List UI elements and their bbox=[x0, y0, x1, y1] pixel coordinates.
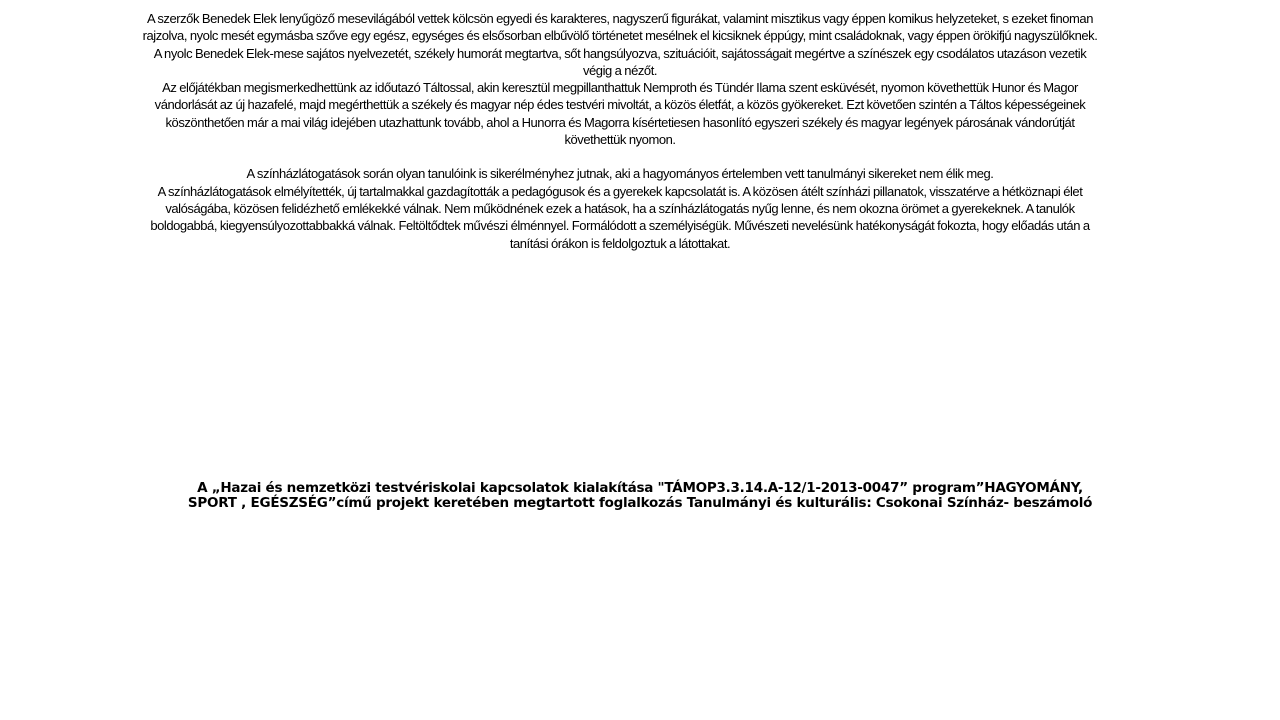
project-footer-title bbox=[140, 481, 1140, 511]
paragraph-intro: A szerzők Benedek Elek lenyűgöző mesevilágából vettek kölcsön egyedi és karakteres, nagyszerű figurákat, valamint misztikus vagy éppen komikus helyzeteket, s ezeket finoman rajzolva, nyolc mesét egymásba szőve egy egész, egységes és elsősorban elbűvölő történetet mesélnek el kicsiknek éppúgy, mint családoknak, vagy éppen örökifjú nagyszülőknek. bbox=[142, 11, 1098, 44]
paragraph-prelude: Az előjátékban megismerkedhettünk az időutazó Táltossal, akin keresztül megpillanthattuk Nemproth és Tündér Ilama szent esküvését, nyomon követhettük Hunor és Magor vándorlását az új hazafelé, majd megérthettük a székely és magyar nép édes testvéri mivoltát, a közös életfát, a közös gyökereket. Ezt követően szintén a Táltos képességeinek köszönthetően már a mai világ idejében utazhattunk tovább, ahol a Hunorra és Magorra kísértetiesen hasonlító egyszeri székely és magyar legények párosának vándorútját követhettük nyomon. bbox=[154, 80, 1086, 148]
footer-title-line-2: SPORT , EGÉSZSÉG”című projekt keretében megtartott foglalkozás Tanulmányi és kulturális: Csokonai Színház- beszámoló bbox=[187, 495, 1093, 511]
paragraph-success: A színházlátogatások során olyan tanulóink is sikerélményhez jutnak, aki a hagyományos értelemben vett tanulmányi sikereket nem élik meg. bbox=[246, 166, 994, 182]
paragraph-spacer bbox=[140, 148, 1100, 165]
report-body-text bbox=[140, 10, 1100, 252]
paragraph-relationships: A színházlátogatások elmélyítették, új tartalmakkal gazdagították a pedagógusok és a gyerekek kapcsolatát is. A közösen átélt színházi pillanatok, visszatérve a hétköznapi élet valóságába, közösen felidézhető emlékekké válnak. Nem működnének ezek a hatások, ha a színházlátogatás nyűg lenne, és nem okozna örömet a gyerekeknek. A tanulók boldogabbá, kiegyensúlyozottabbakká válnak. Feltöltődtek művészi élménnyel. Formálódott a személyiségük. Művészeti nevelésünk hatékonyságát fokozta, hogy előadás után a tanítási órákon is feldolgoztuk a látottakat. bbox=[150, 183, 1090, 251]
footer-title-line-1: A „Hazai és nemzetközi testvériskolai kapcsolatok kialakítása "TÁMOP3.3.14.A-12/1-2013-0047” program”HAGYOMÁNY, bbox=[197, 480, 1083, 496]
paragraph-language: A nyolc Benedek Elek-mese sajátos nyelvezetét, székely humorát megtartva, sőt hangsúlyozva, szituációit, sajátosságait megértve a színészek egy csodálatos utazáson vezetik végig a nézőt. bbox=[153, 45, 1087, 78]
